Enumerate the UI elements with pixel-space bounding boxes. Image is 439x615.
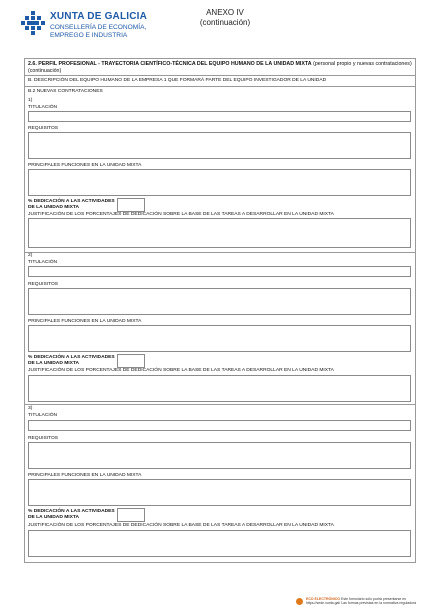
subheading-divider bbox=[24, 86, 416, 87]
titulacion-field[interactable] bbox=[28, 111, 411, 122]
dedicacion-label-line1: % DEDICACIÓN A LAS ACTIVIDADES bbox=[28, 509, 115, 514]
requisitos-label: REQUISITOS bbox=[28, 436, 59, 441]
electronic-seal-icon bbox=[296, 598, 303, 605]
logo-dept-line1: CONSELLERÍA DE ECONOMÍA, bbox=[50, 24, 147, 31]
requisitos-label: REQUISITOS bbox=[28, 126, 59, 131]
entry-number: 2) bbox=[28, 253, 33, 258]
titulacion-label: TITULACIÓN bbox=[28, 413, 58, 418]
funciones-label: PRINCIPALES FUNCIONES EN LA UNIDAD MIXTA bbox=[28, 473, 142, 478]
logo-dept-line2: EMPREGO E INDUSTRIA bbox=[50, 32, 128, 40]
entry-divider bbox=[24, 252, 416, 253]
section-divider bbox=[24, 75, 416, 76]
requisitos-field[interactable] bbox=[28, 442, 411, 469]
titulacion-field[interactable] bbox=[28, 420, 411, 431]
dedicacion-label-line2: DE LA UNIDAD MIXTA bbox=[28, 515, 80, 520]
dedicacion-percent-field[interactable] bbox=[117, 508, 145, 522]
justificacion-label: JUSTIFICACIÓN DE LOS PORCENTAJES DE DEDICACIÓN SOBRE LA BASE DE LAS TAREAS A DESARROLLAR EN LA UNIDAD MIXTA bbox=[28, 523, 334, 528]
dedicacion-percent-field[interactable] bbox=[117, 354, 145, 368]
dedicacion-label-line2: DE LA UNIDAD MIXTA bbox=[28, 361, 80, 366]
justificacion-field[interactable] bbox=[28, 375, 411, 402]
xunta-logo bbox=[20, 10, 180, 52]
funciones-field[interactable] bbox=[28, 325, 411, 352]
footer-notice bbox=[296, 597, 421, 609]
entry-divider bbox=[24, 404, 416, 405]
titulacion-label: TITULACIÓN bbox=[28, 105, 58, 110]
logo-name: XUNTA DE GALICIA bbox=[50, 11, 148, 22]
annex-title: ANEXO IV bbox=[206, 8, 244, 17]
funciones-label: PRINCIPALES FUNCIONES EN LA UNIDAD MIXTA bbox=[28, 163, 142, 168]
requisitos-field[interactable] bbox=[28, 288, 411, 315]
section-title bbox=[28, 61, 413, 74]
justificacion-label: JUSTIFICACIÓN DE LOS PORCENTAJES DE DEDICACIÓN SOBRE LA BASE DE LAS TAREAS A DESARROLLAR EN LA UNIDAD MIXTA bbox=[28, 368, 334, 373]
section-title-rest: (personal propio y nuevas contrataciones) (continuación) bbox=[28, 61, 412, 74]
entry-number: 3) bbox=[28, 406, 33, 411]
justificacion-field[interactable] bbox=[28, 218, 411, 248]
requisitos-field[interactable] bbox=[28, 132, 411, 159]
requisitos-label: REQUISITOS bbox=[28, 282, 59, 287]
footer-line2: https://sede.xunta.gal/ Las formas previstas en la normativa reguladora bbox=[306, 601, 417, 606]
dedicacion-label-line2: DE LA UNIDAD MIXTA bbox=[28, 205, 80, 210]
annex-heading bbox=[175, 8, 275, 27]
entry-number: 1) bbox=[28, 98, 33, 103]
annex-subtitle: (continuación) bbox=[199, 17, 251, 27]
dedicacion-percent-field[interactable] bbox=[117, 198, 145, 212]
section-subheading: B. DESCRIPCIÓN DEL EQUIPO HUMANO DE LA EMPRESA 1 QUE FORMARÁ PARTE DEL EQUIPO INVESTIGADOR DE LA UNIDAD bbox=[28, 78, 327, 83]
justificacion-label: JUSTIFICACIÓN DE LOS PORCENTAJES DE DEDICACIÓN SOBRE LA BASE DE LAS TAREAS A DESARROLLAR EN LA UNIDAD MIXTA bbox=[28, 212, 334, 217]
funciones-field[interactable] bbox=[28, 169, 411, 196]
dedicacion-label-line1: % DEDICACIÓN A LAS ACTIVIDADES bbox=[28, 355, 115, 360]
section-title-bold: 2.6. PERFIL PROFESIONAL - TRAYECTORIA CIENTÍFICO-TÉCNICA DEL EQUIPO HUMANO DE LA UNIDAD MIXTA bbox=[28, 61, 312, 67]
justificacion-field[interactable] bbox=[28, 530, 411, 557]
subsection-label: B.2 NUEVAS CONTRATACIONES bbox=[28, 89, 103, 94]
funciones-label: PRINCIPALES FUNCIONES EN LA UNIDAD MIXTA bbox=[28, 319, 142, 324]
dedicacion-label-line1: % DEDICACIÓN A LAS ACTIVIDADES bbox=[28, 199, 115, 204]
footer-text bbox=[306, 597, 416, 605]
footer-line1: Este formulario sólo podrá presentarse en bbox=[341, 597, 407, 601]
galicia-cross-icon bbox=[20, 10, 46, 38]
footer-seal-label: ECO ELECTRÓNICO bbox=[306, 597, 341, 601]
logo-department bbox=[50, 24, 146, 41]
titulacion-label: TITULACIÓN bbox=[28, 260, 58, 265]
funciones-field[interactable] bbox=[28, 479, 411, 506]
titulacion-field[interactable] bbox=[28, 266, 411, 277]
